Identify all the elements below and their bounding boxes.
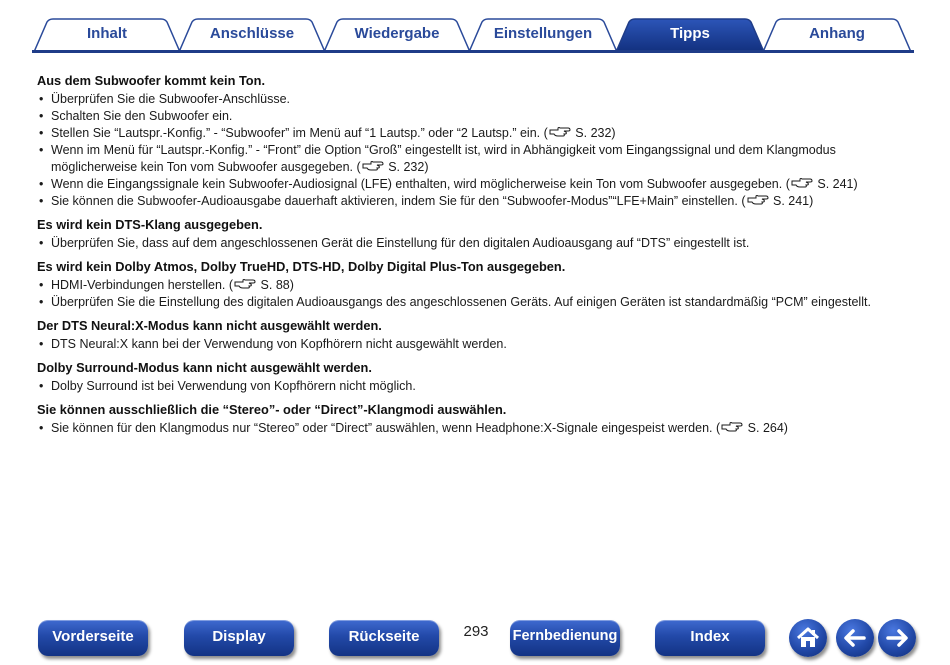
bullet-list — [37, 336, 917, 353]
pointing-hand-icon — [747, 194, 769, 206]
bullet-list — [37, 91, 917, 210]
item-text: DTS Neural:X kann bei der Verwendung von Kopfhörern nicht ausgewählt werden. — [51, 337, 507, 351]
page-reference-link[interactable]: ( S. 232) — [356, 160, 429, 174]
list-item — [37, 336, 917, 353]
tab-label: Tipps — [670, 24, 710, 42]
list-item — [37, 193, 917, 210]
list-item — [37, 420, 917, 437]
tab-wiedergabe[interactable] — [323, 18, 471, 52]
tab-label: Anschlüsse — [209, 24, 295, 42]
home-button[interactable] — [789, 619, 827, 657]
section-neural-x — [37, 317, 917, 353]
ref-text: S. 232) — [388, 160, 429, 174]
bullet-list — [37, 235, 917, 252]
tab-label: Anhang — [809, 24, 865, 42]
tab-label: Inhalt — [87, 24, 127, 42]
item-text: Überprüfen Sie die Subwoofer-Anschlüsse. — [51, 92, 291, 106]
tab-einstellungen[interactable] — [468, 18, 618, 52]
item-text: Sie können für den Klangmodus nur “Stereo” oder “Direct” auswählen, wenn Headphone:X-Signale eingespeist werden. — [51, 421, 713, 435]
item-text: Schalten Sie den Subwoofer ein. — [51, 109, 233, 123]
page-reference-link[interactable]: ( S. 241) — [741, 194, 814, 208]
page-reference-link[interactable]: ( S. 232) — [543, 126, 616, 140]
section-stereo-direct — [37, 401, 917, 437]
list-item — [37, 294, 917, 311]
section-dolby-surround — [37, 359, 917, 395]
tab-tipps[interactable] — [615, 18, 765, 52]
tab-anschluesse[interactable] — [178, 18, 326, 52]
ref-text: S. 88) — [260, 278, 294, 292]
item-text: Dolby Surround ist bei Verwendung von Kopfhörern nicht möglich. — [51, 379, 416, 393]
tab-bar — [0, 0, 950, 56]
home-icon — [794, 624, 822, 652]
ref-text: S. 241) — [773, 194, 814, 208]
list-item — [37, 125, 917, 142]
front-panel-button[interactable]: Vorderseite — [38, 620, 148, 656]
tab-label: Einstellungen — [493, 24, 593, 42]
tab-anhang[interactable] — [762, 18, 912, 52]
item-text: Wenn im Menü für “Lautspr.-Konfig.” - “Front” die Option “Groß” eingestellt ist, wird in Abhängigkeit vom Eingangssignal und dem Klangmodus möglicherweise kein Ton vom Subwoofer ausgegeben. — [51, 143, 836, 174]
page-reference-link[interactable]: ( S. 264) — [716, 421, 788, 435]
page-reference-link[interactable]: ( S. 88) — [228, 278, 294, 292]
ref-text: S. 241) — [817, 177, 858, 191]
section-title: Es wird kein Dolby Atmos, Dolby TrueHD, DTS-HD, Dolby Digital Plus-Ton ausgegeben. — [37, 259, 566, 274]
bullet-list — [37, 378, 917, 395]
tab-underline — [32, 50, 914, 53]
page-reference-link[interactable]: ( S. 241) — [785, 177, 858, 191]
item-text: Sie können die Subwoofer-Audioausgabe dauerhaft aktivieren, indem Sie für den “Subwoofer-Modus”“LFE+Main” einstellen. — [51, 194, 738, 208]
section-title: Der DTS Neural:X-Modus kann nicht ausgewählt werden. — [37, 318, 382, 333]
section-title: Es wird kein DTS-Klang ausgegeben. — [37, 217, 263, 232]
remote-control-button[interactable]: Fernbedienung — [510, 620, 620, 656]
arrow-right-icon — [883, 624, 911, 652]
bullet-list — [37, 420, 917, 437]
item-text: Wenn die Eingangssignale kein Subwoofer-Audiosignal (LFE) enthalten, wird möglicherweise kein Ton vom Subwoofer ausgegeben. — [51, 177, 783, 191]
back-button[interactable] — [836, 619, 874, 657]
pointing-hand-icon — [721, 421, 743, 433]
forward-button[interactable] — [878, 619, 916, 657]
rear-panel-button[interactable]: Rückseite — [329, 620, 439, 656]
section-dts — [37, 216, 917, 252]
item-text: HDMI-Verbindungen herstellen. — [51, 278, 226, 292]
section-title: Sie können ausschließlich die “Stereo”- oder “Direct”-Klangmodi auswählen. — [37, 402, 507, 417]
item-text: Überprüfen Sie die Einstellung des digitalen Audioausgangs des angeschlossenen Geräts. Auf einigen Geräten ist standardmäßig “PCM” eingestellt. — [51, 295, 871, 309]
ref-text: S. 264) — [747, 421, 788, 435]
list-item — [37, 91, 917, 108]
arrow-left-icon — [841, 624, 869, 652]
item-text: Stellen Sie “Lautspr.-Konfig.” - “Subwoofer” im Menü auf “1 Lautsp.” oder “2 Lautsp.” ein. — [51, 126, 541, 140]
pointing-hand-icon — [791, 177, 813, 189]
pointing-hand-icon — [549, 126, 571, 138]
list-item — [37, 277, 917, 294]
section-title: Aus dem Subwoofer kommt kein Ton. — [37, 73, 265, 88]
list-item — [37, 142, 917, 176]
display-button[interactable]: Display — [184, 620, 294, 656]
list-item — [37, 176, 917, 193]
list-item — [37, 235, 917, 252]
page-number: 293 — [463, 623, 489, 640]
index-button[interactable]: Index — [655, 620, 765, 656]
section-subwoofer — [37, 72, 917, 210]
bullet-list — [37, 277, 917, 311]
troubleshooting-content — [37, 72, 917, 437]
item-text: Überprüfen Sie, dass auf dem angeschlossenen Gerät die Einstellung für den digitalen Audioausgang auf “DTS” eingestellt ist. — [51, 236, 750, 250]
tab-label: Wiedergabe — [354, 24, 440, 42]
ref-text: S. 232) — [575, 126, 616, 140]
list-item — [37, 378, 917, 395]
section-dolby-atmos — [37, 258, 917, 311]
pointing-hand-icon — [234, 278, 256, 290]
tab-inhalt[interactable] — [33, 18, 181, 52]
pointing-hand-icon — [362, 160, 384, 172]
section-title: Dolby Surround-Modus kann nicht ausgewählt werden. — [37, 360, 372, 375]
list-item — [37, 108, 917, 125]
